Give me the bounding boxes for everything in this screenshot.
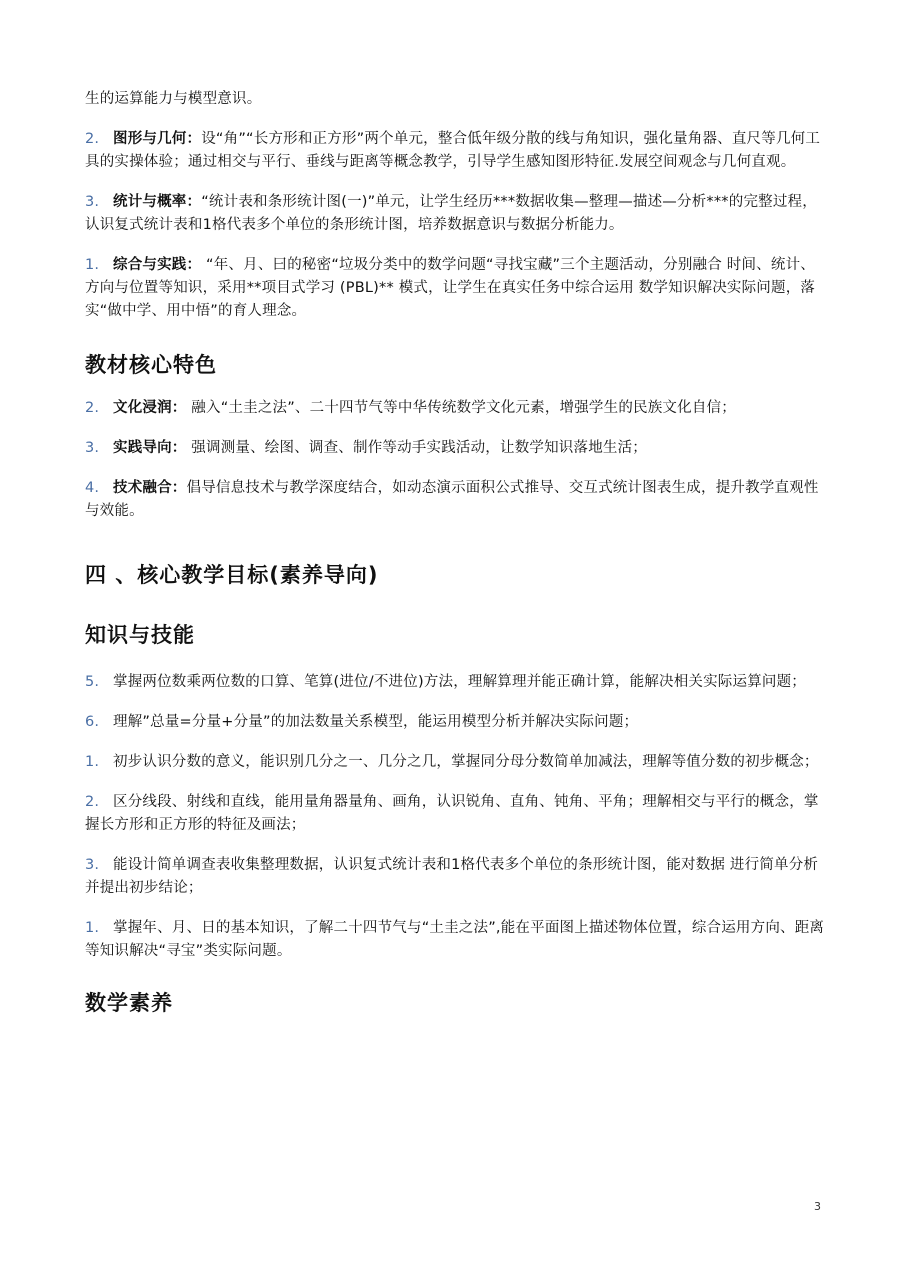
list-item xyxy=(85,254,825,323)
page-number: 3 xyxy=(814,1200,821,1213)
list-item xyxy=(85,917,825,963)
list-text: 设“角”“长方形和正方形”两个单元，整合低年级分散的线与角知识，强化量角器、直尺等几何工具的实操体验；通过相交与平行、垂线与距离等概念教学，引导学生感知图形特征.发展空间观念与几何直观。 xyxy=(85,131,821,170)
document-page xyxy=(85,88,825,1017)
list-text: “统计表和条形统计图(一)”单元，让学生经历***数据收集—整理—描述—分析***的完整过程，认识复式统计表和1格代表多个单位的条形统计图，培养数据意识与数据分析能力。 xyxy=(85,194,817,233)
heading-core-features: 教材核心特色 xyxy=(85,353,217,377)
list-number: 1. xyxy=(85,257,100,273)
list-number: 4. xyxy=(85,480,100,496)
list-text: 能设计简单调查表收集整理数据，认识复式统计表和1格代表多个单位的条形统计图，能对数据 进行简单分析并提出初步结论； xyxy=(85,857,819,896)
list-item xyxy=(85,191,825,237)
list-text: 强调测量、绘图、调查、制作等动手实践活动，让数学知识落地生活； xyxy=(186,440,648,456)
list-number: 3. xyxy=(85,857,100,873)
list-number: 3. xyxy=(85,440,100,456)
list-number: 2. xyxy=(85,794,100,810)
list-text: 倡导信息技术与教学深度结合，如动态演示面积公式推导、交互式统计图表生成，提升教学直观性与效能。 xyxy=(85,480,819,519)
list-text: 掌握两位数乘两位数的口算、笔算(进位/不进位)方法，理解算理并能正确计算，能解决相关实际运算问题； xyxy=(113,674,806,690)
heading-core-goals: 四 、核心教学目标(素养导向) xyxy=(85,563,379,587)
core-features-list xyxy=(85,397,825,523)
list-number: 2. xyxy=(85,400,100,416)
list-text: “年、月、曰的秘密“垃圾分类中的数学问题“寻找宝藏”三个主题活动，分别融合 时间、统计、方向与位置等知识，采用**项目式学习 (PBL)** 模式，让学生在真实任务中综合运用 数学知识解决实际问题，落实“做中学、用中悟”的育人理念。 xyxy=(85,257,816,319)
list-lead: 实践导向： xyxy=(113,440,187,456)
list-item xyxy=(85,711,825,734)
heading-math-literacy: 数学素养 xyxy=(85,991,173,1015)
list-number: 3. xyxy=(85,194,100,210)
list-item xyxy=(85,791,825,837)
list-item xyxy=(85,437,825,460)
list-item xyxy=(85,477,825,523)
list-lead: 文化浸润： xyxy=(113,400,187,416)
list-lead: 图形与几何： xyxy=(113,131,202,147)
list-text: 融入“土圭之法”、二十四节气等中华传统数学文化元素，增强学生的民族文化自信； xyxy=(186,400,736,416)
list-lead: 综合与实践： xyxy=(113,257,202,273)
intro-line: 生的运算能力与模型意识。 xyxy=(85,91,262,107)
knowledge-skills-list xyxy=(85,671,825,963)
list-item xyxy=(85,671,825,694)
list-text: 掌握年、月、日的基本知识，了解二十四节气与“土圭之法”,能在平面图上描述物体位置，综合运用方向、距离等知识解决“寻宝”类实际问题。 xyxy=(85,920,825,959)
list-number: 5. xyxy=(85,674,100,690)
list-lead: 统计与概率： xyxy=(113,194,202,210)
heading-knowledge-skills: 知识与技能 xyxy=(85,623,195,647)
list-number: 1. xyxy=(85,754,100,770)
list-item xyxy=(85,854,825,900)
list-number: 1. xyxy=(85,920,100,936)
content-structure-list xyxy=(85,128,825,323)
list-number: 6. xyxy=(85,714,100,730)
list-text: 初步认识分数的意义，能识别几分之一、几分之几，掌握同分母分数简单加减法，理解等值分数的初步概念； xyxy=(113,754,819,770)
list-text: 理解”总量=分量+分量”的加法数量关系模型，能运用模型分析并解决实际问题； xyxy=(113,714,639,730)
list-item xyxy=(85,397,825,420)
list-text: 区分线段、射线和直线，能用量角器量角、画角，认识锐角、直角、钝角、平角；理解相交与平行的概念，掌握长方形和正方形的特征及画法； xyxy=(85,794,819,833)
list-item xyxy=(85,128,825,174)
list-number: 2. xyxy=(85,131,100,147)
list-lead: 技术融合： xyxy=(113,480,187,496)
list-item xyxy=(85,751,825,774)
